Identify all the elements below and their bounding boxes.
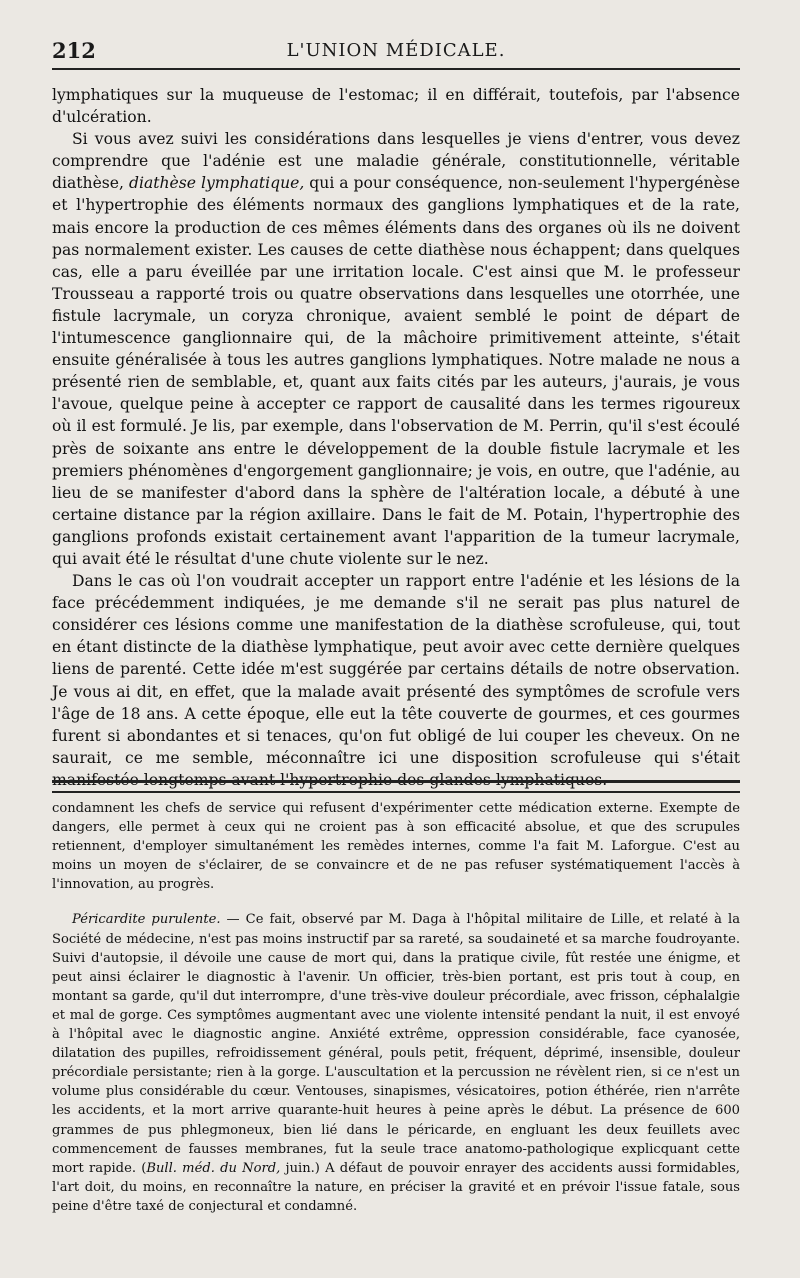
paragraph-2-part-b: qui a pour conséquence, non-seulement l'hypergénèse et l'hypertrophie des éléments normaux des ganglions lymphatiques et de la rate, mais encore la production de ces mêmes éléments dans des organes où ils ne doivent pas normalement exister. Les causes de cette diathèse nous échappent; dans quelques cas, elle a paru éveillée par une irritation locale. C'est ainsi que M. le professeur Trousseau a rapporté trois ou quatre observations dans lesquelles une otorrhée, une fistule lacrymale, un coryza chronique, avaient semblé le point de départ de l'intumescence ganglionnaire qui, de la mâchoire primitivement atteinte, s'était ensuite généralisée à tous les autres ganglions lymphatiques. Notre malade ne nous a présenté rien de semblable, et, quant aux faits cités par les auteurs, j'aurais, je vous l'avoue, quelque peine à accepter ce rapport de causalité dans les termes rigoureux où il est formulé. Je lis, par exemple, dans l'observation de M. Perrin, qu'il s'est écoulé près de soixante ans entre le développement de la double fistule lacrymale et les premiers phénomènes d'engorgement ganglionnaire; je vois, en outre, que l'adénie, au lieu de se manifester d'abord dans la sphère de l'altération locale, a débuté à une certaine distance par la région axillaire. Dans le fait de M. Potain, l'hypertrophie des ganglions profonds existait certainement avant l'apparition de la tumeur lacrymale, qui avait été le résultat d'une chute violente sur le nez. bbox=[52, 174, 740, 568]
paragraph-2 bbox=[52, 128, 740, 570]
running-head: L'UNION MÉDICALE. bbox=[286, 40, 506, 61]
page-header bbox=[52, 38, 740, 68]
citation-bulletin: Bull. méd. du Nord, bbox=[146, 1160, 281, 1176]
paragraph-1: lymphatiques sur la muqueuse de l'estomac; il en différait, toutefois, par l'absence d'ulcération. bbox=[52, 86, 740, 127]
paragraph-3: Dans le cas où l'on voudrait accepter un rapport entre l'adénie et les lésions de la face précédemment indiquées, je me demande s'il ne serait pas plus naturel de considérer ces lésions comme une manifestation de la diathèse scrofuleuse, qui, tout en étant distincte de la diathèse lymphatique, peut avoir avec cette dernière quelques liens de parenté. Cette idée m'est suggérée par certains détails de notre observation. Je vous ai dit, en effet, que la malade avait présenté des symptômes de scrofule vers l'âge de 18 ans. A cette époque, elle eut la tête couverte de gourmes, et ces gourmes furent si abondantes et si tenaces, qu'on fut obligé de lui couper les cheveux. On ne saurait, ce me semble, méconnaître ici une disposition scrofuleuse qui s'était manifestée longtemps avant l'hypertrophie des glandes lymphatiques. bbox=[52, 572, 740, 789]
note-paragraph-2 bbox=[52, 910, 740, 1216]
header-rule bbox=[52, 68, 740, 70]
note-paragraph-1: condamnent les chefs de service qui refusent d'expérimenter cette médication externe. Exempte de dangers, elle permet à ceux qui ne croient pas à son efficacité absolue, et que des scrupules retiennent, d'employer simultanément les remèdes internes, comme l'a fait M. Laforgue. C'est au moins un moyen de s'éclairer, de se convaincre et de ne pas refuser systématiquement l'accès à l'innovation, au progrès. bbox=[52, 801, 740, 893]
feuilleton-text bbox=[52, 799, 740, 1216]
paragraph-gap bbox=[52, 894, 740, 910]
page-number: 212 bbox=[52, 38, 96, 63]
section-divider bbox=[52, 780, 740, 793]
main-text bbox=[52, 84, 740, 791]
note-paragraph-2-part-b: juin.) A défaut de pouvoir enrayer des accidents aussi formidables, l'art doit, du moins, en reconnaître la nature, en préciser la gravité et en prévoir l'issue fatale, sous peine d'être taxé de conjectural et condamné. bbox=[52, 1160, 740, 1214]
note-paragraph-2-part-a: — Ce fait, observé par M. Daga à l'hôpital militaire de Lille, et relaté à la Société de médecine, n'est pas moins instructif par sa rareté, sa soudaineté et sa marche foudroyante. Suivi d'autopsie, il dévoile une cause de mort qui, dans la pratique civile, fût restée une énigme, et peut ainsi éclairer le diagnostic à l'avenir. Un officier, très-bien portant, est pris tout à coup, en montant sa garde, qu'il dut interrompre, d'une très-vive douleur précordiale, avec frisson, céphalalgie et mal de gorge. Ces symptômes augmentant avec une violente intensité pendant la nuit, il est envoyé à l'hôpital avec le diagnostic angine. Anxiété extrême, oppression considérable, face cyanosée, dilatation des pupilles, refroidissement général, pouls petit, fréquent, déprimé, insensible, douleur précordiale persistante; rien à la gorge. L'auscultation et la percussion ne révèlent rien, si ce n'est un volume plus considérable du cœur. Ventouses, sinapismes, vésicatoires, potion éthérée, rien n'arrête les accidents, et la mort arrive quarante-huit heures à peine après le début. La présence de 600 grammes de pus phlegmoneux, bien lié dans le péricarde, en engluant les deux feuillets avec commencement de fausses membranes, fut la seule trace anatomo-pathologique explicquant cette mort rapide. ( bbox=[52, 912, 741, 1176]
emphasis-diathese-lymphatique: diathèse lymphatique, bbox=[128, 174, 305, 193]
note-heading-pericardite: Péricardite purulente. bbox=[72, 912, 221, 928]
paragraph-2-part-a: Si vous avez suivi les considérations dans lesquelles je viens d'entrer, vous devez comprendre que l'adénie est une maladie générale, constitutionnelle, véritable diathèse, bbox=[52, 130, 740, 193]
